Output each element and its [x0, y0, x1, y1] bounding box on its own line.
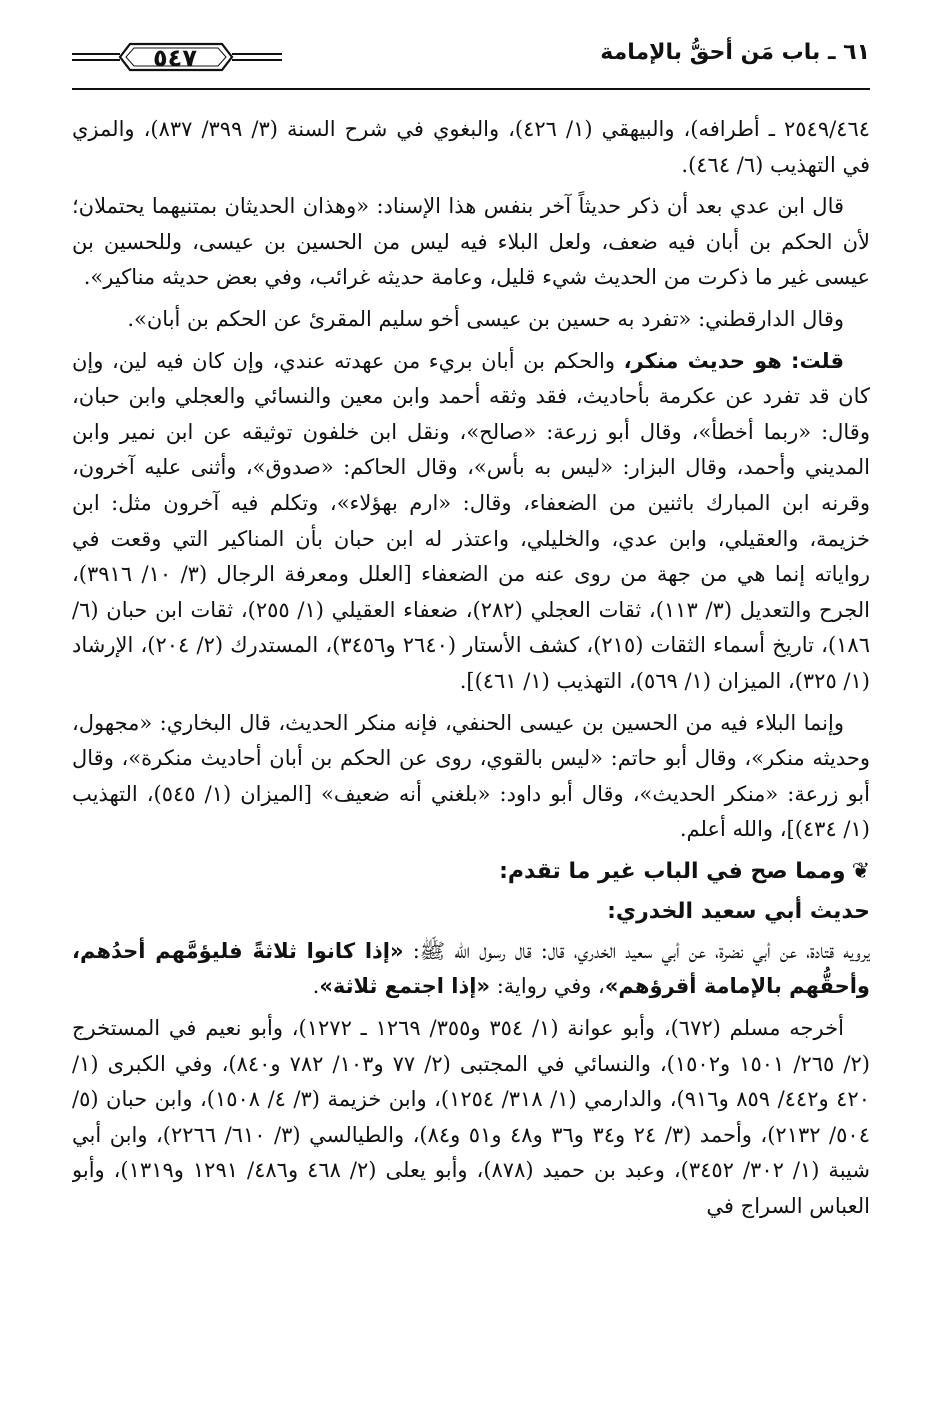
- paragraph-ibn-adi: قال ابن عدي بعد أن ذكر حديثاً آخر بنفس هذا الإسناد: «وهذان الحديثان بمتنيهما يحتملان؛ لأن الحكم بن أبان فيه ضعف، ولعل البلاء فيه ليس من الحسين بن عيسى، وللحسين بن عيسى غير ما ذكرت من الحديث شيء قليل، وعامة حديثه غرائب، وفي بعض حديثه مناكير».: [72, 194, 870, 290]
- section-heading: [72, 854, 870, 890]
- header-rule: [72, 88, 870, 90]
- page-body: [72, 112, 870, 1389]
- hadith-intro: يرويه قتادة، عن أبي نضرة، عن أبي سعيد الخدري، قال: قال رسول الله ﷺ:: [403, 938, 870, 963]
- page-number-frame: [72, 38, 282, 78]
- subsection-heading: حديث أبي سعيد الخدري:: [607, 898, 870, 924]
- paragraph-hadith: [72, 934, 870, 1005]
- verdict-text: والحكم بن أبان بريء من عهدته عندي، وإن كان فيه لين، وإن كان قد تفرد عن عكرمة بأحاديث، فقد وثقه أحمد وابن معين والنسائي والعجلي وابن حبان، وقال: «ربما أخطأ»، وقال أبو زرعة: «صالح»، ونقل ابن خلفون توثيقه عن ابن نمير وابن المديني وأحمد، وقال البزار: «ليس به بأس»، وقال الحاكم: «صدوق»، وأثنى عليه آخرون، وقرنه ابن المبارك باثنين من الضعفاء، وقال: «ارم بهؤلاء»، وتكلم فيه آخرون مثل: ابن خزيمة، والعقيلي، وابن عدي، والخليلي، واعتذر له ابن حبان بأن المناكير التي وقعت في رواياته إنما هي من جهة من روى عنه من الضعفاء [العلل ومعرفة الرجال (٣/ ١٠/ ٣٩١٦)، الجرح والتعديل (٣/ ١١٣)، ثقات العجلي (٢٨٢)، ضعفاء العقيلي (١/ ٢٥٥)، ثقات ابن حبان (٦/ ١٨٦)، تاريخ أسماء الثقات (٢١٥)، كشف الأستار (٢٦٤٠ و٣٤٥٦)، المستدرك (٢/ ٢٠٤)، الإرشاد (١/ ٣٢٥)، الميزان (١/ ٥٦٩)، التهذيب (١/ ٤٦١)].: [72, 348, 870, 693]
- hadith-variant-intro: ، وفي رواية:: [490, 974, 605, 999]
- verdict-lead: قلت: هو حديث منكر،: [623, 348, 844, 373]
- paragraph-takhrij: أخرجه مسلم (٦٧٢)، وأبو عوانة (١/ ٣٥٤ و٣٥٥/ ١٢٦٩ ـ ١٢٧٢)، وأبو نعيم في المستخرج (٢/ ٢٦٥/ ١٥٠١ و١٥٠٢)، والنسائي في المجتبى (٢/ ٧٧ و١٠٣/ ٧٨٢ و٨٤٠)، وفي الكبرى (١/ ٤٢٠ و٤٤٢/ ٨٥٩ و٩١٦)، والدارمي (١/ ٣١٨/ ١٢٥٤)، وابن خزيمة (٣/ ٤/ ١٥٠٨)، وابن حبان (٥/ ٥٠٤/ ٢١٣٢)، وأحمد (٣/ ٢٤ و٣٤ و٣٦ و٤٨ و٥١ و٨٤)، والطيالسي (٣/ ٦١٠/ ٢٢٦٦)، وابن أبي شيبة (١/ ٣٠٢/ ٣٤٥٢)، وعبد بن حميد (٨٧٨)، وأبو يعلى (٢/ ٤٦٨ و٤٨٦/ ١٢٩١ و١٣١٩)، وأبو العباس السراج في: [72, 1016, 870, 1219]
- paragraph-husayn: وإنما البلاء فيه من الحسين بن عيسى الحنفي، فإنه منكر الحديث، قال البخاري: «مجهول، وحديثه منكر»، وقال أبو حاتم: «ليس بالقوي، روى عن الحكم بن أبان أحاديث منكرة»، وقال أبو زرعة: «منكر الحديث»، وقال أبو داود: «بلغني أنه ضعيف» [الميزان (١/ ٥٤٥)، التهذيب (١/ ٤٣٤)]، والله أعلم.: [72, 710, 870, 842]
- paragraph-citations-continued: ٢٥٤٩/٤٦٤ ـ أطرافه)، والبيهقي (١/ ٤٢٦)، والبغوي في شرح السنة (٣/ ٣٩٩/ ٨٣٧)، والمزي في التهذيب (٦/ ٤٦٤).: [72, 117, 870, 177]
- paragraph-verdict: [72, 344, 870, 700]
- hadith-end: .: [312, 974, 320, 999]
- hadith-text: «إذا كانوا ثلاثةً فليؤمَّهم أحدُهم، وأحقُّهم بالإمامة أقرؤهم»: [72, 938, 870, 999]
- paragraph-daraqutni: وقال الدارقطني: «تفرد به حسين بن عيسى أخو سليم المقرئ عن الحكم بن أبان».: [127, 306, 844, 331]
- running-title: ٦١ ـ باب مَن أحقُّ بالإمامة: [600, 40, 870, 65]
- hadith-variant: «إذا اجتمع ثلاثة»: [319, 974, 491, 999]
- page-header: [72, 36, 870, 100]
- page-number: ٥٤٧: [153, 44, 197, 72]
- section-heading-text: ومما صح في الباب غير ما تقدم:: [499, 858, 846, 884]
- leaf-ornament-icon: ❦: [851, 858, 870, 884]
